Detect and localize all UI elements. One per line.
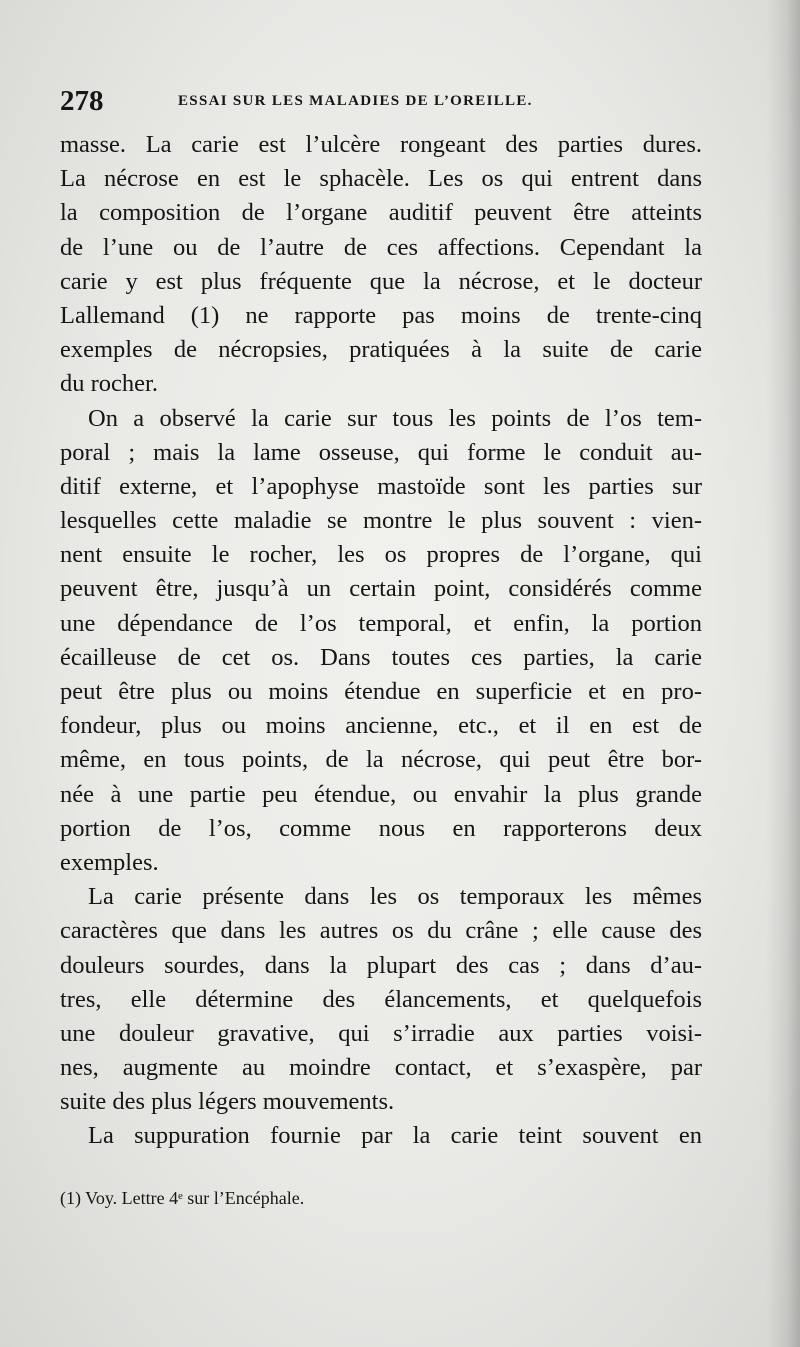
text-line: nes, augmente au moindre contact, et s’exaspère, par xyxy=(60,1054,702,1082)
text-line: peuvent être, jusqu’à un certain point, considérés comme xyxy=(60,575,702,603)
text-line: La suppuration fournie par la carie teint souvent en xyxy=(88,1122,702,1150)
text-line: ditif externe, et l’apophyse mastoïde sont les parties sur xyxy=(60,472,702,500)
footnote: (1) Voy. Lettre 4ᵉ sur l’Encéphale. xyxy=(60,1188,305,1208)
text-line: poral ; mais la lame osseuse, qui forme le conduit au- xyxy=(60,438,702,466)
text-line: Lallemand (1) ne rapporte pas moins de trente-cinq xyxy=(60,301,702,329)
text-line: carie y est plus fréquente que la nécrose, et le docteur xyxy=(60,267,702,295)
text-line: née à une partie peu étendue, ou envahir la plus grande xyxy=(60,780,702,808)
text-line: La nécrose en est le sphacèle. Les os qui entrent dans xyxy=(60,165,702,193)
body-text xyxy=(60,128,702,1154)
text-line: douleurs sourdes, dans la plupart des cas ; dans d’au- xyxy=(60,951,702,979)
text-line: fondeur, plus ou moins ancienne, etc., et il en est de xyxy=(60,712,702,740)
page-number: 278 xyxy=(60,85,104,117)
text-line: exemples de nécropsies, pratiquées à la suite de carie xyxy=(60,336,702,364)
text-line: exemples. xyxy=(60,848,159,876)
text-line: une dépendance de l’os temporal, et enfin, la portion xyxy=(60,609,702,637)
text-line: une douleur gravative, qui s’irradie aux parties voisi- xyxy=(60,1019,702,1047)
text-line: tres, elle détermine des élancements, et quelquefois xyxy=(60,985,702,1013)
text-line: portion de l’os, comme nous en rapporterons deux xyxy=(60,814,702,842)
page-header xyxy=(60,84,710,118)
text-line: caractères que dans les autres os du crâne ; elle cause des xyxy=(60,917,702,945)
text-line: même, en tous points, de la nécrose, qui peut être bor- xyxy=(60,746,702,774)
text-line: de l’une ou de l’autre de ces affections. Cependant la xyxy=(60,233,702,261)
running-title: ESSAI SUR LES MALADIES DE L’OREILLE. xyxy=(178,93,533,109)
text-line: On a observé la carie sur tous les points de l’os tem- xyxy=(88,404,702,432)
text-line: la composition de l’organe auditif peuvent être atteints xyxy=(60,199,702,227)
text-line: masse. La carie est l’ulcère rongeant des parties dures. xyxy=(60,131,702,158)
page-edge-shadow xyxy=(766,0,800,1347)
text-line: suite des plus légers mouvements. xyxy=(60,1088,395,1116)
text-line: nent ensuite le rocher, les os propres de l’organe, qui xyxy=(60,541,702,569)
text-line: du rocher. xyxy=(60,370,158,398)
text-line: lesquelles cette maladie se montre le plus souvent : vien- xyxy=(60,507,702,535)
text-line: écailleuse de cet os. Dans toutes ces parties, la carie xyxy=(60,643,702,671)
text-line: peut être plus ou moins étendue en superficie et en pro- xyxy=(60,678,702,705)
text-line: La carie présente dans les os temporaux les mêmes xyxy=(88,883,702,911)
